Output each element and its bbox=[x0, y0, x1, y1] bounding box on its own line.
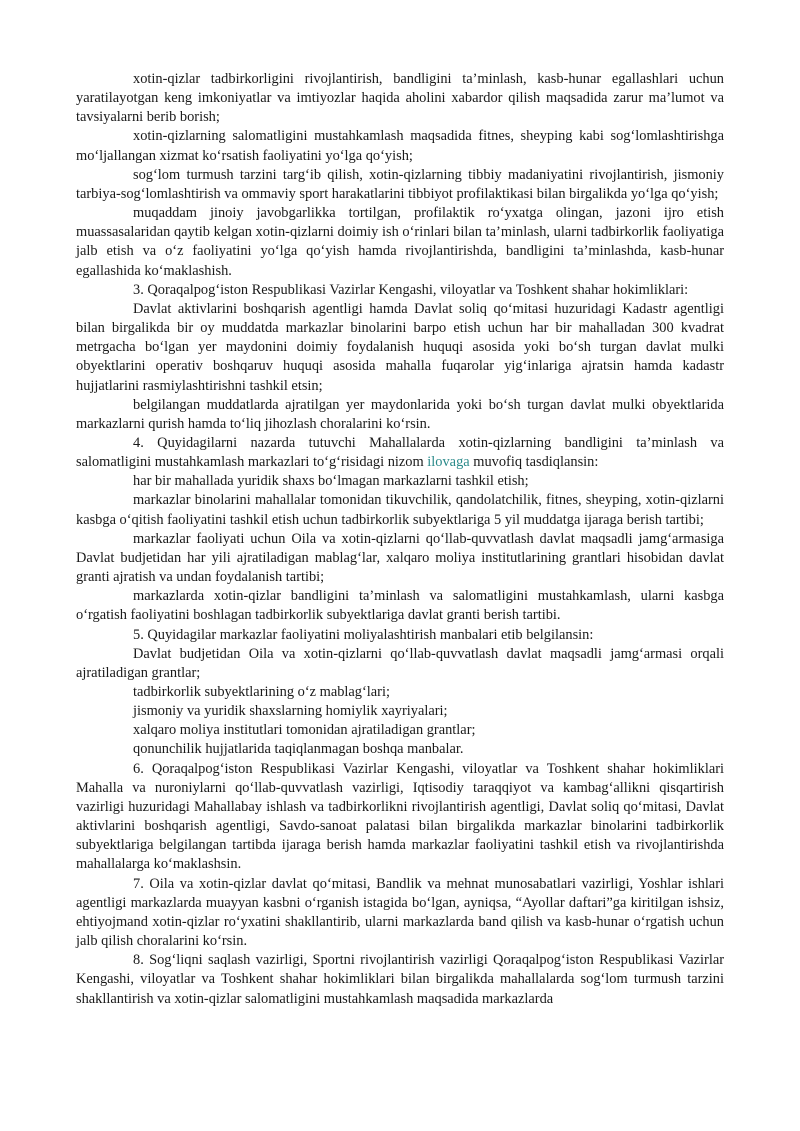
paragraph: muqaddam jinoiy javobgarlikka tortilgan, profilaktik ro‘yxatga olingan, jazoni ijro etish muassasalaridan qaytib kelgan xotin-qizlarni doimiy ish o‘rinlari bilan ta’minlash, ularni tadbirkorlik faoliyatiga jalb etish va o‘z faoliyatini yo‘lga qo‘yish hamda rivojlantirishda, bandligini ta’minlashda, kasb-hunar egallashida ko‘maklashish. bbox=[76, 205, 724, 279]
paragraph: Davlat budjetidan Oila va xotin-qizlarni qo‘llab-quvvatlash davlat maqsadli jamg‘armasi orqali ajratiladigan grantlar; bbox=[76, 645, 724, 681]
paragraph: belgilangan muddatlarda ajratilgan yer maydonlarida yoki bo‘sh turgan davlat mulki obyektlarida markazlarni qurish hamda to‘liq jihozlash choralarini ko‘rsin. bbox=[76, 396, 724, 432]
paragraph: qonunchilik hujjatlarida taqiqlanmagan boshqa manbalar. bbox=[133, 741, 464, 758]
paragraph: sog‘lom turmush tarzini targ‘ib qilish, xotin-qizlarning tibbiy madaniyatini rivojlantirish, jismoniy tarbiya-sog‘lomlashtirish va ommaviy sport harakatlarini tibbiyot profilaktikasi bilan birgalikda yo‘lga qo‘yish; bbox=[76, 166, 724, 202]
annex-link[interactable]: ilovaga bbox=[427, 454, 470, 471]
paragraph: tadbirkorlik subyektlarining o‘z mablag‘lari; bbox=[133, 684, 390, 700]
paragraph: markazlarda xotin-qizlar bandligini ta’minlash va salomatligini mustahkamlash, ularni kasbga o‘rgatish faoliyatini boshlagan tadbirkorlik subyektlariga davlat granti berish tartibi. bbox=[76, 588, 724, 624]
paragraph: markazlar binolarini mahallalar tomonidan tikuvchilik, qandolatchilik, fitnes, sheyping, xotin-qizlarni kasbga o‘qitish faoliyatini tashkil etish uchun tadbirkorlik subyektlariga 5 yil muddatga ijaraga berish tartibi; bbox=[76, 492, 724, 528]
section-6-paragraph: 6. Qoraqalpog‘iston Respublikasi Vazirlar Kengashi, viloyatlar va Toshkent shahar hokimliklari Mahalla va nuroniylarni qo‘llab-quvvatlash vazirligi, Iqtisodiy taraqqiyot va kambag‘allikni qisqartirish vazirligi huzuridagi Mahallabay ishlash va tadbirkorlikni rivojlantirish agentligi, Davlat soliq qo‘mitasi, Davlat aktivlarini boshqarish agentligi, Savdo-sanoat palatasi bilan birgalikda markazlar binolarini tadbirkorlik subyektlariga belgilangan tartibda ijaraga berish hamda markazlar faoliyatini tashkil etish va rivojlantirishda mahallalarga ko‘maklashsin. bbox=[76, 760, 724, 873]
paragraph-text-after-link: muvofiq tasdiqlansin: bbox=[469, 454, 599, 471]
section-4-paragraph bbox=[76, 434, 724, 472]
section-7-paragraph: 7. Oila va xotin-qizlar davlat qo‘mitasi, Bandlik va mehnat munosabatlari vazirligi, Yoshlar ishlari agentligi markazlarda muayyan kasbni o‘rganish istagida bo‘lgan, ayniqsa, “Ayollar daftari”ga kiritilgan ishsiz, ehtiyojmand xotin-qizlar ro‘yxatini shakllantirib, ularni markazlarda band qilish va kasb-hunar o‘rgatish uchun jalb qilish choralarini ko‘rsin. bbox=[76, 875, 724, 950]
paragraph: har bir mahallada yuridik shaxs bo‘lmagan markazlarni tashkil etish; bbox=[133, 473, 529, 490]
section-8-paragraph: 8. Sog‘liqni saqlash vazirligi, Sportni rivojlantirish vazirligi Qoraqalpog‘iston Respublikasi Vazirlar Kengashi, viloyatlar va Toshkent shahar hokimliklari bilan birgalikda mahallalarda sog‘lom turmush tarzini shakllantirish va xotin-qizlar salomatligini mustahkamlash maqsadida markazlarda bbox=[76, 952, 724, 1007]
section-3-heading: 3. Qoraqalpog‘iston Respublikasi Vazirlar Kengashi, viloyatlar va Toshkent shahar hokimliklari: bbox=[133, 281, 689, 298]
paragraph: xotin-qizlar tadbirkorligini rivojlantirish, bandligini ta’minlash, kasb-hunar egallashlari uchun yaratilayotgan keng imkoniyatlar va imtiyozlar haqida aholini xabardor qilish maqsadida zarur ma’lumot va tavsiyalarni berib borish; bbox=[76, 71, 724, 126]
paragraph: markazlar faoliyati uchun Oila va xotin-qizlarni qo‘llab-quvvatlash davlat maqsadli jamg‘armasiga Davlat budjetidan har yili ajratiladigan mablag‘lar, xalqaro moliya institutlarining grantlari hisobidan davlat granti ajratish va undan foydalanish tartibi; bbox=[76, 530, 724, 586]
paragraph-text-before-link: 4. Quyidagilarni nazarda tutuvchi Mahallalarda xotin-qizlarning bandligini ta’minlash va salomatligini mustahkamlash markazlari to‘g‘risidagi nizom bbox=[76, 434, 724, 471]
paragraph: jismoniy va yuridik shaxslarning homiylik xayriyalari; bbox=[133, 703, 448, 720]
paragraph: Davlat aktivlarini boshqarish agentligi hamda Davlat soliq qo‘mitasi huzuridagi Kadastr agentligi bilan birgalikda bir oy muddatda markazlar binolarini barpo etish uchun har bir mahalladan 300 kvadrat metrgacha bo‘lgan yer maydonini doimiy foydalanish huquqi asosida yoki bo‘sh turgan davlat mulki obyektlarini operativ boshqaruv huquqi asosida mahalla fuqarolar yig‘inlariga ajratsin hamda kadastr hujjatlarini rasmiylashtirishni tashkil etsin; bbox=[76, 300, 724, 394]
paragraph: xalqaro moliya institutlari tomonidan ajratiladigan grantlar; bbox=[133, 722, 476, 739]
section-5-heading: 5. Quyidagilar markazlar faoliyatini moliyalashtirish manbalari etib belgilansin: bbox=[133, 626, 594, 643]
paragraph: xotin-qizlarning salomatligini mustahkamlash maqsadida fitnes, sheyping kabi sog‘lomlashtirishga mo‘ljallangan xizmat ko‘rsatish faoliyatini yo‘lga qo‘yish; bbox=[76, 128, 724, 164]
